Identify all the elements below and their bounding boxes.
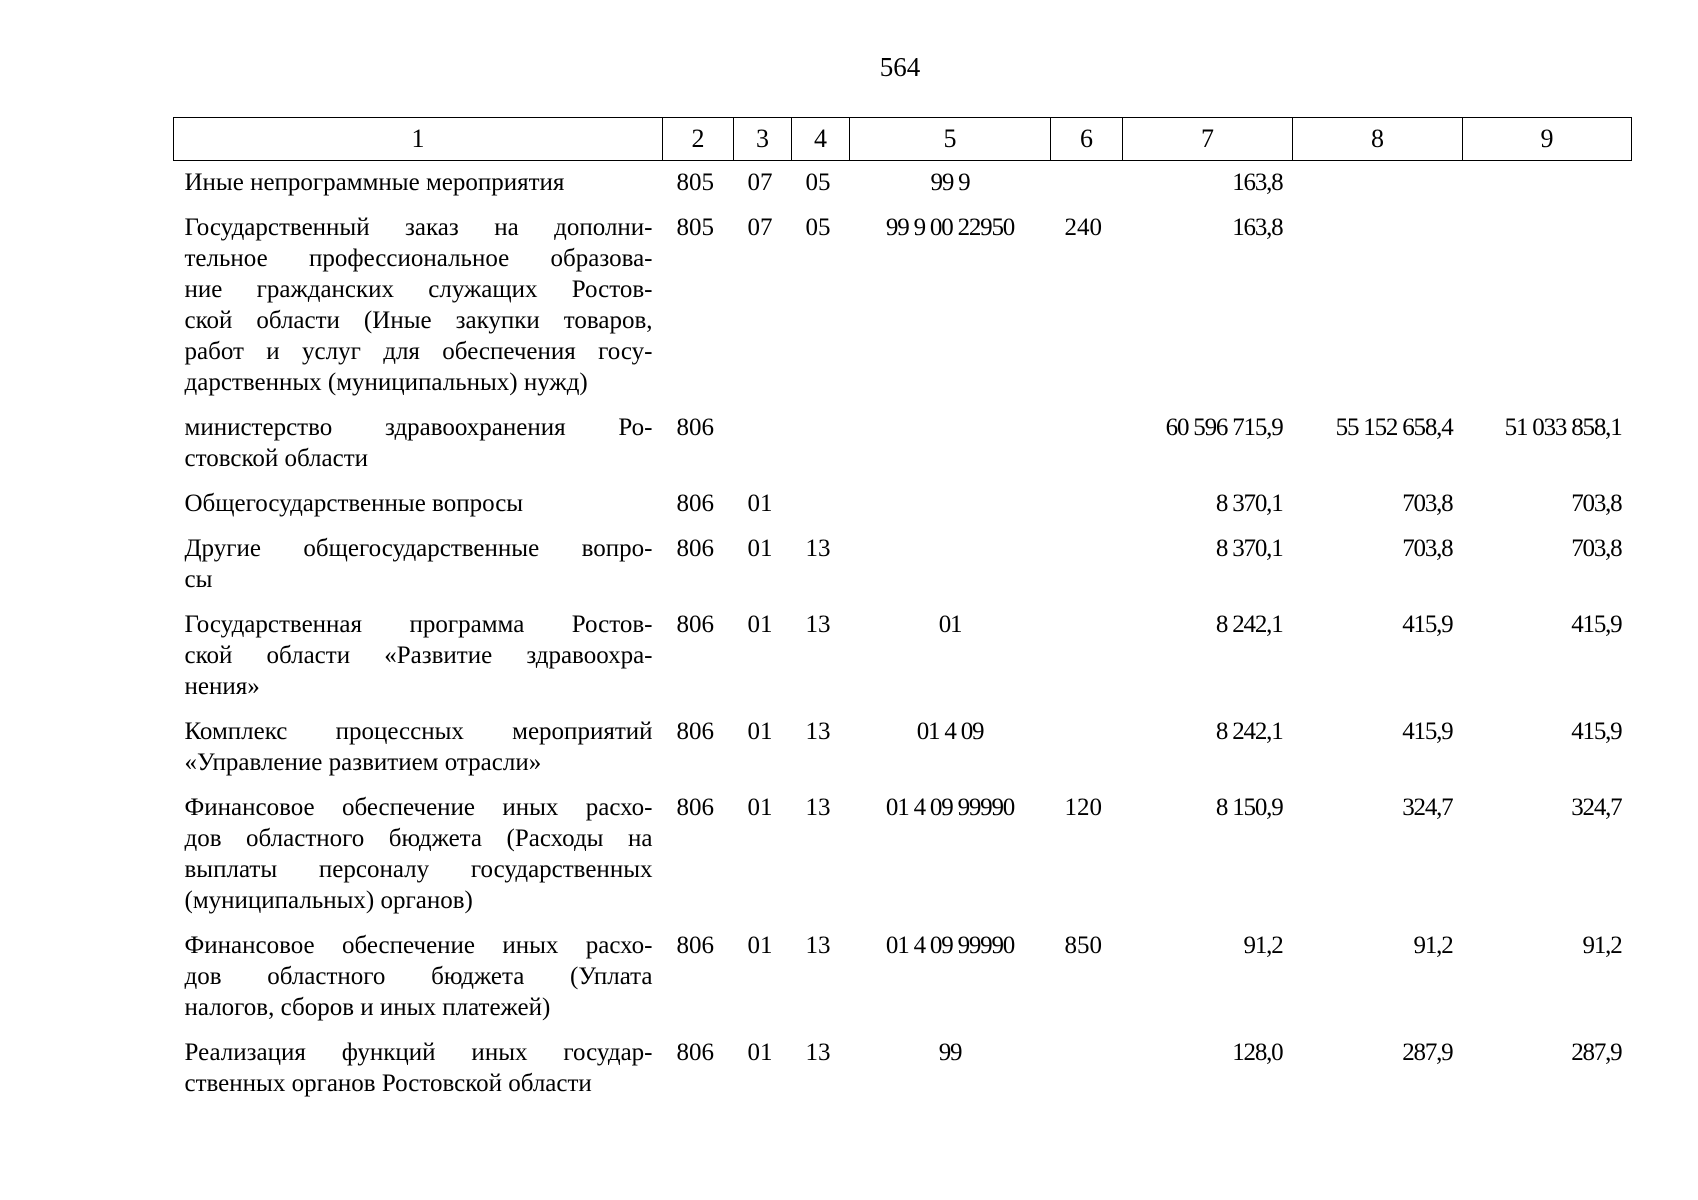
row-name-cell — [174, 161, 663, 207]
amount-col-8-cell: 415,9 — [1402, 718, 1453, 745]
section-code-cell: 01 — [747, 718, 773, 745]
amount-col-7-cell: 128,0 — [1232, 1039, 1283, 1066]
amount-col-7-cell: 163,8 — [1232, 169, 1283, 196]
table-header — [174, 118, 1632, 161]
expense-type-cell — [1051, 161, 1123, 207]
amount-col-7-cell: 8 242,1 — [1215, 611, 1283, 638]
amount-col-7-cell: 8 370,1 — [1215, 490, 1283, 517]
row-name-line: ние гражданских служащих Ростов- — [184, 276, 653, 303]
amount-col-9-cell: 415,9 — [1571, 611, 1622, 638]
table-row — [174, 924, 1632, 1031]
amount-col-7-cell: 8 242,1 — [1215, 718, 1283, 745]
amount-col-8-cell: 703,8 — [1402, 490, 1453, 517]
header-col-7: 7 — [1123, 118, 1293, 161]
row-name-line: Государственный заказ на дополни- — [184, 214, 653, 241]
section-code-cell: 01 — [747, 794, 773, 821]
target-article-cell — [850, 527, 1051, 603]
header-col-3: 3 — [734, 118, 792, 161]
table-row — [174, 603, 1632, 710]
target-article-cell: 99 9 00 22950 — [885, 214, 1015, 241]
subsection-code-cell: 13 — [805, 535, 831, 562]
header-col-4: 4 — [792, 118, 850, 161]
amount-col-8-cell: 324,7 — [1402, 794, 1453, 821]
table-row — [174, 1031, 1632, 1107]
ministry-code-cell: 806 — [676, 794, 714, 821]
row-name-line: дарственных (муниципальных) нужд) — [184, 369, 588, 396]
row-name-line: тельное профессиональное образова- — [184, 245, 653, 272]
ministry-code-cell: 806 — [676, 932, 714, 959]
header-row — [174, 118, 1632, 161]
section-code-cell: 01 — [747, 1039, 773, 1066]
ministry-code-cell: 806 — [676, 414, 714, 441]
header-col-8: 8 — [1293, 118, 1463, 161]
expense-type-cell — [1051, 1031, 1123, 1107]
row-name-line: дов областного бюджета (Уплата — [184, 963, 653, 990]
amount-col-8-cell: 415,9 — [1402, 611, 1453, 638]
amount-col-9-cell — [1463, 161, 1632, 207]
target-article-cell: 01 4 09 99990 — [885, 794, 1015, 821]
row-name-line: Государственная программа Ростов- — [184, 611, 653, 638]
expense-type-cell — [1051, 527, 1123, 603]
section-code-cell: 07 — [747, 169, 773, 196]
table-row — [174, 527, 1632, 603]
section-code-cell: 01 — [747, 535, 773, 562]
header-col-5: 5 — [850, 118, 1051, 161]
header-col-6: 6 — [1051, 118, 1123, 161]
subsection-code-cell: 13 — [805, 611, 831, 638]
ministry-code-cell: 805 — [676, 169, 714, 196]
header-col-1: 1 — [174, 118, 663, 161]
row-name-line: сы — [184, 566, 213, 593]
section-code-cell: 01 — [747, 932, 773, 959]
page-number: 564 — [879, 52, 921, 82]
row-name-line: дов областного бюджета (Расходы на — [184, 825, 653, 852]
row-name-line: Реализация функций иных государ- — [184, 1039, 653, 1066]
row-name-line: стовской области — [184, 445, 369, 472]
subsection-code-cell — [792, 482, 850, 527]
amount-col-9-cell: 287,9 — [1571, 1039, 1622, 1066]
amount-col-9-cell: 415,9 — [1571, 718, 1622, 745]
row-name-line: (муниципальных) органов) — [184, 887, 473, 914]
table-row — [174, 710, 1632, 786]
table-body — [174, 161, 1632, 1108]
amount-col-8-cell: 703,8 — [1402, 535, 1453, 562]
amount-col-8-cell — [1293, 206, 1463, 406]
row-name-line: нения» — [184, 673, 260, 700]
expense-type-cell — [1051, 482, 1123, 527]
row-name-cell — [174, 482, 663, 527]
row-name-line: выплаты персоналу государственных — [184, 856, 653, 883]
subsection-code-cell: 13 — [805, 1039, 831, 1066]
ministry-code-cell: 806 — [676, 611, 714, 638]
row-name-cell — [174, 527, 663, 603]
expense-type-cell: 240 — [1064, 214, 1102, 241]
budget-table — [173, 117, 1632, 1107]
row-name-line: работ и услуг для обеспечения госу- — [184, 338, 653, 365]
amount-col-9-cell: 324,7 — [1571, 794, 1622, 821]
table-row — [174, 482, 1632, 527]
row-name-cell — [174, 924, 663, 1031]
row-name-line: Комплекс процессных мероприятий — [184, 718, 653, 745]
expense-type-cell — [1051, 710, 1123, 786]
row-name-cell — [174, 1031, 663, 1107]
amount-col-7-cell: 163,8 — [1232, 214, 1283, 241]
target-article-cell: 01 — [938, 611, 962, 638]
row-name-line: ской области (Иные закупки товаров, — [184, 307, 653, 334]
row-name-cell — [174, 786, 663, 924]
row-name-line: Другие общегосударственные вопро- — [184, 535, 653, 562]
amount-col-8-cell: 287,9 — [1402, 1039, 1453, 1066]
table-row — [174, 161, 1632, 207]
subsection-code-cell: 05 — [805, 169, 831, 196]
row-name-line: налогов, сборов и иных платежей) — [184, 994, 551, 1021]
expense-type-cell: 850 — [1064, 932, 1102, 959]
row-name-line: Общегосударственные вопросы — [184, 490, 524, 517]
amount-col-7-cell: 91,2 — [1243, 932, 1283, 959]
ministry-code-cell: 806 — [676, 1039, 714, 1066]
ministry-code-cell: 806 — [676, 718, 714, 745]
amount-col-9-cell: 51 033 858,1 — [1504, 414, 1622, 441]
amount-col-7-cell: 60 596 715,9 — [1165, 414, 1283, 441]
target-article-cell: 99 — [938, 1039, 962, 1066]
section-code-cell: 01 — [747, 611, 773, 638]
amount-col-9-cell: 703,8 — [1571, 490, 1622, 517]
table-row — [174, 786, 1632, 924]
expense-type-cell — [1051, 603, 1123, 710]
amount-col-9-cell: 91,2 — [1582, 932, 1622, 959]
target-article-cell: 99 9 — [930, 169, 970, 196]
section-code-cell — [734, 406, 792, 482]
amount-col-9-cell — [1463, 206, 1632, 406]
row-name-cell — [174, 206, 663, 406]
ministry-code-cell: 805 — [676, 214, 714, 241]
amount-col-7-cell: 8 370,1 — [1215, 535, 1283, 562]
section-code-cell: 01 — [747, 490, 773, 517]
table-row — [174, 206, 1632, 406]
row-name-cell — [174, 406, 663, 482]
target-article-cell: 01 4 09 — [916, 718, 984, 745]
amount-col-7-cell: 8 150,9 — [1215, 794, 1283, 821]
ministry-code-cell: 806 — [676, 535, 714, 562]
target-article-cell — [850, 482, 1051, 527]
expense-type-cell — [1051, 406, 1123, 482]
amount-col-8-cell — [1293, 161, 1463, 207]
amount-col-8-cell: 55 152 658,4 — [1335, 414, 1453, 441]
row-name-cell — [174, 603, 663, 710]
row-name-line: Иные непрограммные мероприятия — [184, 169, 565, 196]
row-name-line: Финансовое обеспечение иных расхо- — [184, 932, 653, 959]
row-name-line: министерство здравоохранения Ро- — [184, 414, 653, 441]
target-article-cell: 01 4 09 99990 — [885, 932, 1015, 959]
expense-type-cell: 120 — [1064, 794, 1102, 821]
amount-col-9-cell: 703,8 — [1571, 535, 1622, 562]
amount-col-8-cell: 91,2 — [1413, 932, 1453, 959]
subsection-code-cell — [792, 406, 850, 482]
table-row — [174, 406, 1632, 482]
header-col-9: 9 — [1463, 118, 1632, 161]
row-name-line: ской области «Развитие здравоохра- — [184, 642, 653, 669]
row-name-cell — [174, 710, 663, 786]
subsection-code-cell: 13 — [805, 794, 831, 821]
ministry-code-cell: 806 — [676, 490, 714, 517]
target-article-cell — [850, 406, 1051, 482]
header-col-2: 2 — [663, 118, 734, 161]
subsection-code-cell: 13 — [805, 718, 831, 745]
section-code-cell: 07 — [747, 214, 773, 241]
subsection-code-cell: 13 — [805, 932, 831, 959]
subsection-code-cell: 05 — [805, 214, 831, 241]
row-name-line: ственных органов Ростовской области — [184, 1070, 592, 1097]
row-name-line: «Управление развитием отрасли» — [184, 749, 542, 776]
row-name-line: Финансовое обеспечение иных расхо- — [184, 794, 653, 821]
